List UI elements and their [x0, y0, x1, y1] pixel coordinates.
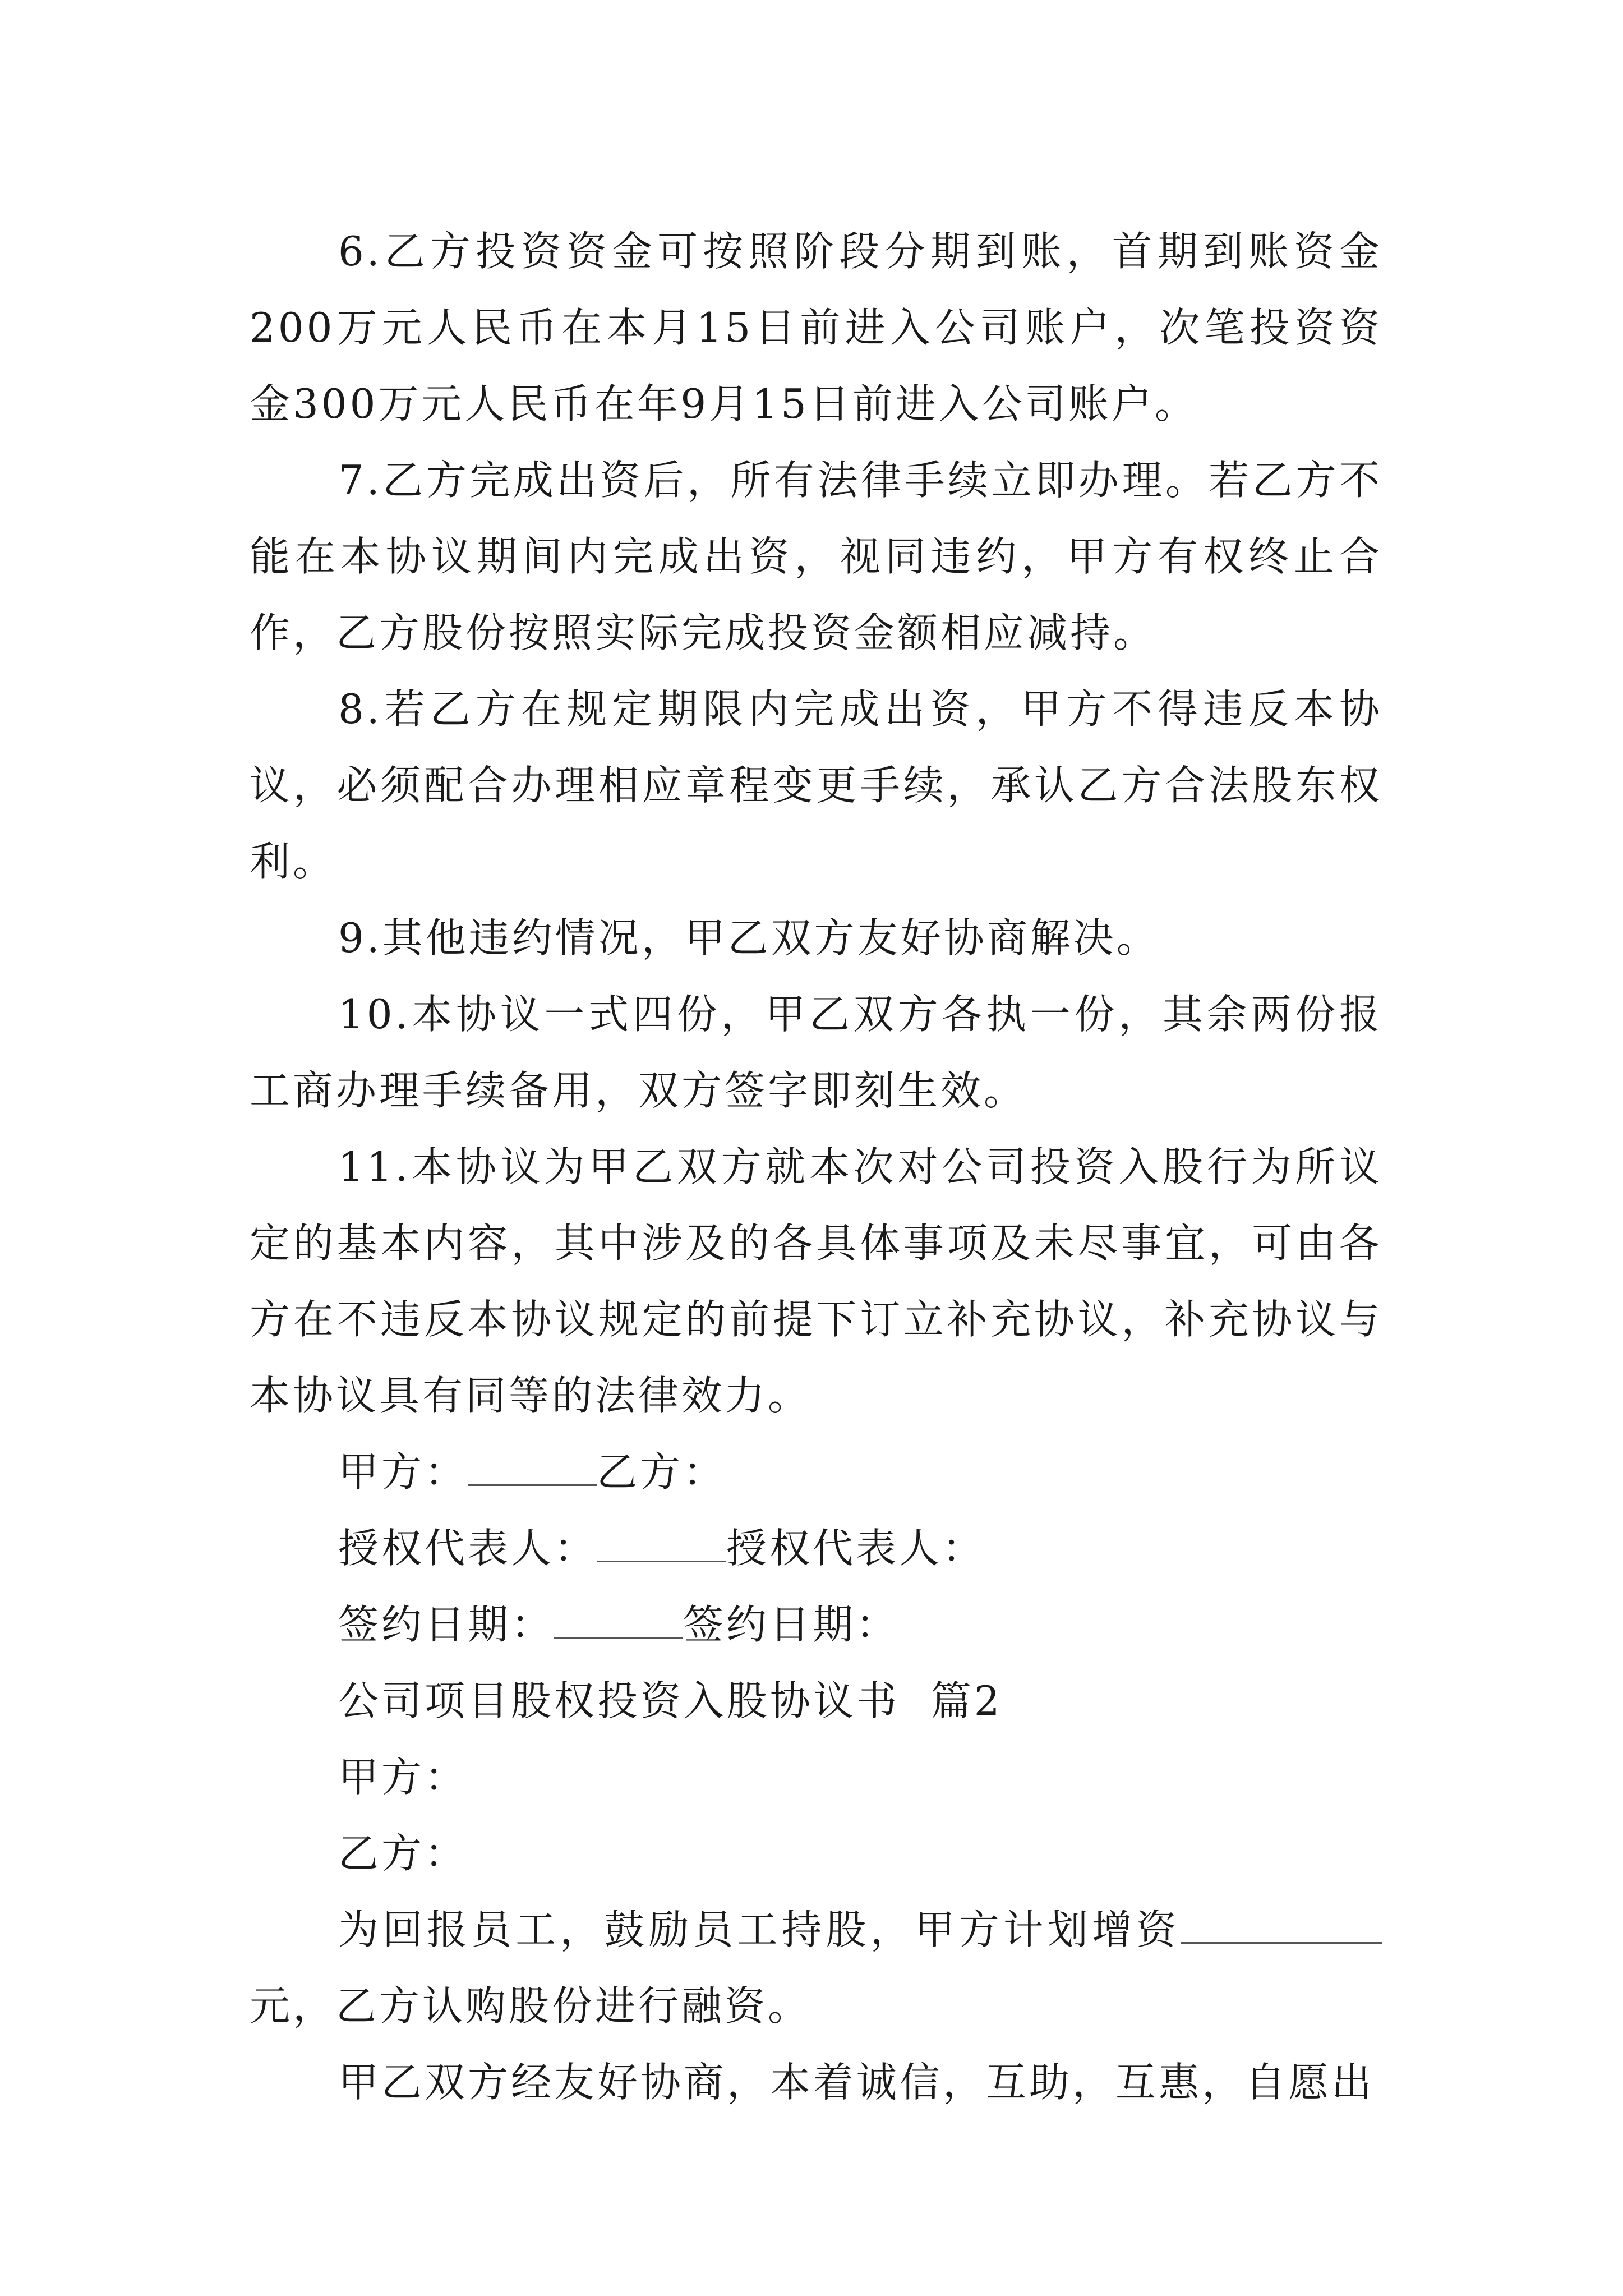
section-title: 公司项目股权投资入股协议书 篇2 [338, 1677, 1003, 1724]
signature-date-line [250, 1586, 1382, 1663]
signature-blank [554, 1602, 683, 1639]
signature-blank [597, 1526, 726, 1562]
signature-rep-line [250, 1510, 1382, 1586]
signature-blank [468, 1450, 597, 1486]
amount-blank [1181, 1907, 1382, 1944]
signature-date-a-label: 签约日期： [338, 1601, 555, 1648]
signature-date-b-label: 签约日期： [683, 1601, 900, 1648]
clause-9: 9.其他违约情况，甲乙双方友好协商解决。 [338, 914, 1160, 961]
document-body [250, 213, 1382, 2120]
signature-party-b-label: 乙方： [597, 1448, 727, 1496]
signature-rep-a-label: 授权代表人： [338, 1525, 598, 1572]
clause-8: 8.若乙方在规定期限内完成出资，甲方不得违反本协议，必须配合办理相应章程变更手续，承认乙方合法股东权利。 [250, 685, 1382, 885]
intro-text-continued: 元，乙方认购股份进行融资。 [250, 1982, 811, 2030]
clause-6: 6.乙方投资资金可按照阶段分期到账，首期到账资金200万元人民币在本月15日前进入公司账户，次笔投资资金300万元人民币在年9月15日前进入公司账户。 [250, 228, 1382, 427]
clause-11: 11.本协议为甲乙双方就本次对公司投资入股行为所议定的基本内容，其中涉及的各具体事项及未尽事宜，可由各方在不违反本协议规定的前提下订立补充协议，补充协议与本协议具有同等的法律效力。 [250, 1143, 1382, 1419]
signature-party-a-label: 甲方： [338, 1448, 468, 1496]
clause-10: 10.本协议一式四份，甲乙双方各执一份，其余两份报工商办理手续备用，双方签字即刻生效。 [250, 991, 1382, 1114]
party-b-label: 乙方： [338, 1830, 468, 1877]
intro-paragraph [250, 1892, 1382, 2044]
closing-paragraph: 甲乙双方经友好协商，本着诚信，互助，互惠，自愿出 [338, 2059, 1375, 2106]
intro-text: 为回报员工，鼓励员工持股，甲方计划增资 [338, 1906, 1181, 1953]
clause-7: 7.乙方完成出资后，所有法律手续立即办理。若乙方不能在本协议期间内完成出资，视同违约，甲方有权终止合作，乙方股份按照实际完成投资金额相应减持。 [250, 457, 1382, 656]
signature-party-line [250, 1434, 1382, 1510]
signature-rep-b-label: 授权代表人： [726, 1525, 986, 1572]
party-a-label: 甲方： [338, 1754, 468, 1801]
